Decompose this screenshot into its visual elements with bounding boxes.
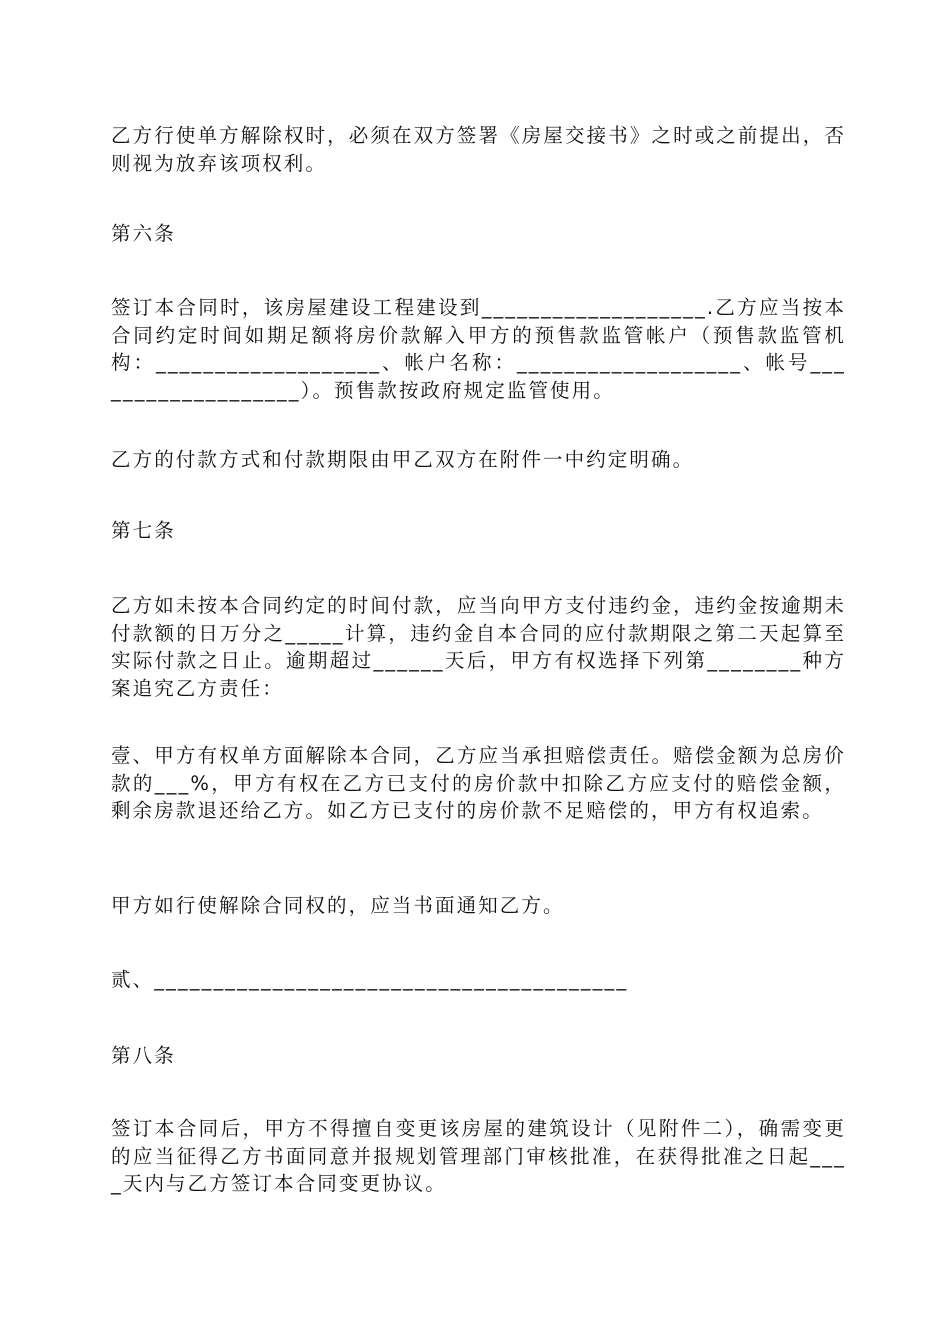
paragraph-payment-escrow: 签订本合同时，该房屋建设工程建设到___________________.乙方应当按本合同约定时间如期足额将房价款解入甲方的预售款监管帐户（预售款监管机构：___________________、帐户名称：___________________、帐号___________________）。预售款按政府规定监管使用。 [111, 296, 846, 402]
paragraph-written-notice: 甲方如行使解除合同权的，应当书面通知乙方。 [111, 894, 565, 917]
paragraph-payment-method: 乙方的付款方式和付款期限由甲乙双方在附件一中约定明确。 [111, 448, 695, 471]
paragraph-late-payment: 乙方如未按本合同约定的时间付款，应当向甲方支付违约金，违约金按逾期未付款额的日万分之_____计算，违约金自本合同的应付款期限之第二天起算至实际付款之日止。逾期超过______天后，甲方有权选择下列第________种方案追究乙方责任： [111, 594, 846, 700]
paragraph-option-two: 贰、________________________________________ [111, 968, 629, 991]
article-eight-heading: 第八条 [111, 1044, 176, 1067]
paragraph-option-one: 壹、甲方有权单方面解除本合同，乙方应当承担赔偿责任。赔偿金额为总房价款的___%，甲方有权在乙方已支付的房价款中扣除乙方应支付的赔偿金额，剩余房款退还给乙方。如乙方已支付的房价款不足赔偿的，甲方有权追索。 [111, 744, 846, 822]
paragraph-design-change: 签订本合同后，甲方不得擅自变更该房屋的建筑设计（见附件二），确需变更的应当征得乙方书面同意并报规划管理部门审核批准，在获得批准之日起____天内与乙方签订本合同变更协议。 [111, 1117, 846, 1195]
paragraph-right-of-termination: 乙方行使单方解除权时，必须在双方签署《房屋交接书》之时或之前提出，否则视为放弃该项权利。 [111, 124, 846, 175]
article-seven-heading: 第七条 [111, 519, 176, 542]
article-six-heading: 第六条 [111, 222, 176, 245]
